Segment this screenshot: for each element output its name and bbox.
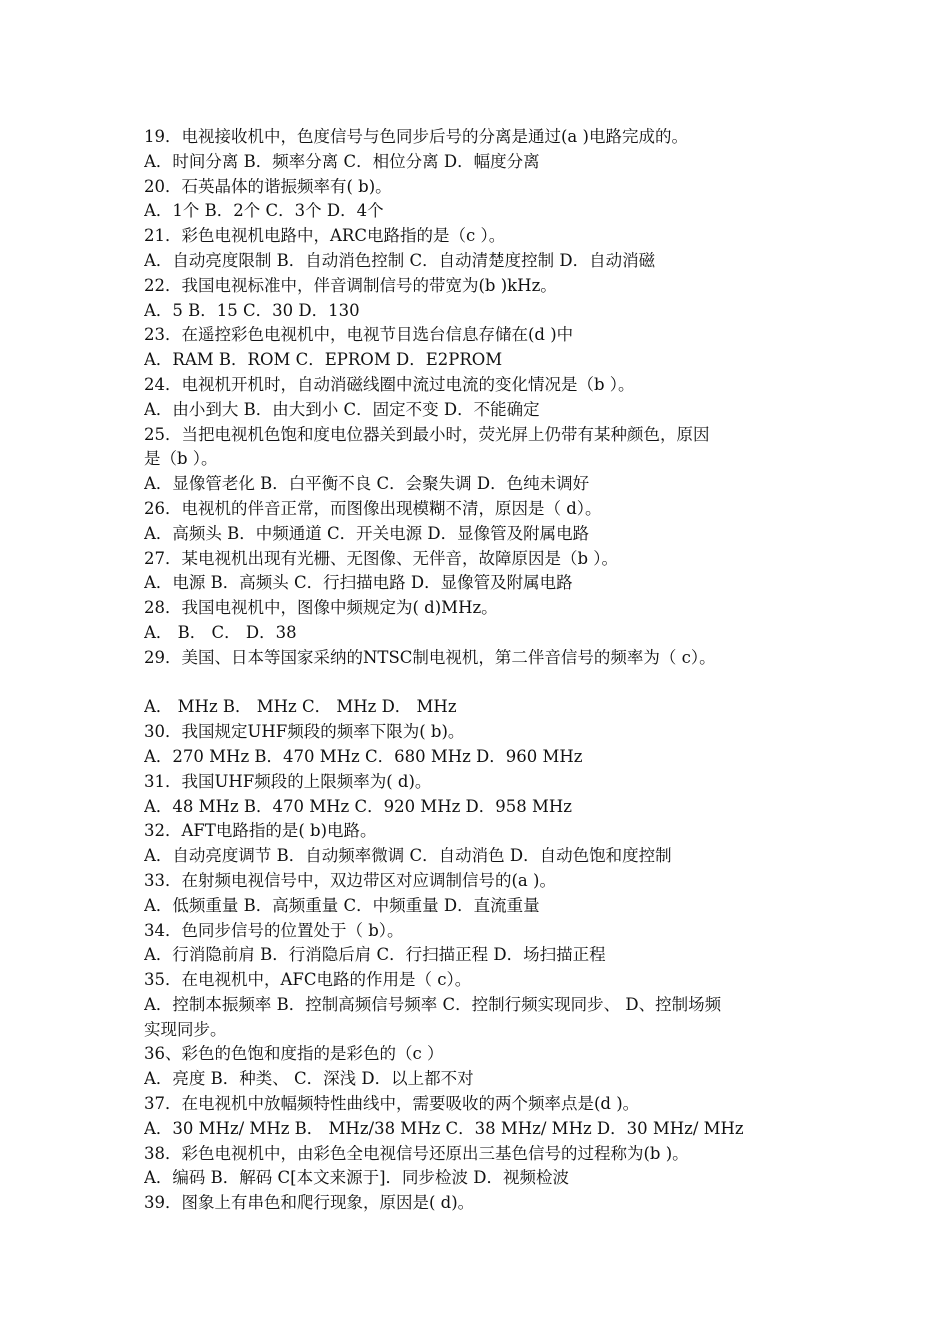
text-line: A．1个 B．2个 C．3个 D．4个 [144, 201, 384, 221]
text-line: A．30 MHz/ MHz B． MHz/38 MHz C．38 MHz/ MHz D．30 MHz/ MHz [144, 1118, 744, 1138]
text-line: 27．某电视机出现有光栅、无图像、无伴音，故障原因是（b ）。 [144, 548, 619, 568]
text-line: A．高频头 B．中频通道 C．开关电源 D．显像管及附属电路 [144, 523, 590, 543]
text-line: 37．在电视机中放幅频特性曲线中，需要吸收的两个频率点是(d )。 [144, 1094, 640, 1114]
text-line: 28．我国电视机中，图像中频规定为( d)MHz。 [144, 598, 498, 618]
text-line: A．行消隐前肩 B．行消隐后肩 C．行扫描正程 D．场扫描正程 [144, 945, 606, 965]
text-line [144, 671, 824, 696]
text-line: 实现同步。 [144, 1019, 227, 1039]
text-line: A．编码 B．解码 C[本文来源于]．同步检波 D．视频检波 [144, 1168, 570, 1188]
text-line: A． MHz B． MHz C． MHz D． MHz [144, 697, 457, 717]
text-line: 39．图象上有串色和爬行现象，原因是( d)。 [144, 1193, 475, 1213]
text-line: 38．彩色电视机中，由彩色全电视信号还原出三基色信号的过程称为(b )。 [144, 1143, 689, 1163]
text-line: 33．在射频电视信号中，双边带区对应调制信号的(a )。 [144, 870, 556, 890]
text-line: 23．在遥控彩色电视机中，电视节目选台信息存储在(d )中 [144, 325, 574, 345]
text-line: 19．电视接收机中，色度信号与色同步后号的分离是通过(a )电路完成的。 [144, 127, 688, 146]
text-line: A．自动亮度限制 B．自动消色控制 C．自动清楚度控制 D．自动消磁 [144, 250, 656, 270]
question-list [144, 125, 824, 1216]
text-line: A．RAM B．ROM C．EPROM D．E2PROM [144, 350, 503, 370]
text-line: 21．彩色电视机电路中，ARC电路指的是（c ）。 [144, 226, 506, 246]
text-line: 22．我国电视标准中，伴音调制信号的带宽为(b )kHz。 [144, 275, 557, 295]
text-line: 31．我国UHF频段的上限频率为( d)。 [144, 771, 432, 791]
text-line: A．控制本振频率 B．控制高频信号频率 C．控制行频实现同步、 D、控制场频 [144, 994, 722, 1014]
text-line: A．自动亮度调节 B．自动频率微调 C．自动消色 D．自动色饱和度控制 [144, 846, 672, 866]
text-line: A．5 B．15 C．30 D．130 [144, 300, 360, 320]
text-line: 36、彩色的色饱和度指的是彩色的（c ） [144, 1044, 444, 1064]
text-line: 29．美国、日本等国家采纳的NTSC制电视机，第二伴音信号的频率为（ c）。 [144, 647, 716, 667]
text-line: A．270 MHz B．470 MHz C．680 MHz D．960 MHz [144, 746, 583, 766]
text-line: 24．电视机开机时，自动消磁线圈中流过电流的变化情况是（b ）。 [144, 374, 635, 394]
text-line: A． B． C． D．38 [144, 622, 297, 642]
text-line: A．低频重量 B．高频重量 C．中频重量 D．直流重量 [144, 895, 540, 915]
text-line: 是（b ）。 [144, 449, 218, 469]
text-line: A．由小到大 B．由大到小 C．固定不变 D．不能确定 [144, 399, 540, 419]
text-line: A．亮度 B．种类、 C．深浅 D．以上都不对 [144, 1069, 474, 1089]
text-line: A．48 MHz B．470 MHz C．920 MHz D．958 MHz [144, 796, 572, 816]
text-line: 32．AFT电路指的是( b)电路。 [144, 821, 377, 841]
text-line: 25．当把电视机色饱和度电位器关到最小时，荧光屏上仍带有某种颜色，原因 [144, 424, 710, 444]
text-line: 30．我国规定UHF频段的频率下限为( b)。 [144, 722, 465, 742]
text-line: 26．电视机的伴音正常，而图像出现模糊不清，原因是（ d）。 [144, 498, 602, 518]
text-line: 20．石英晶体的谐振频率有( b)。 [144, 176, 392, 196]
text-line: 34．色同步信号的位置处于（ b）。 [144, 920, 404, 940]
text-line: 35．在电视机中，AFC电路的作用是（ c）。 [144, 970, 472, 990]
text-line: A．时间分离 B．频率分离 C．相位分离 D．幅度分离 [144, 151, 540, 171]
text-line: A．电源 B．高频头 C．行扫描电路 D．显像管及附属电路 [144, 573, 573, 593]
text-line: A．显像管老化 B．白平衡不良 C．会聚失调 D．色纯未调好 [144, 474, 590, 494]
